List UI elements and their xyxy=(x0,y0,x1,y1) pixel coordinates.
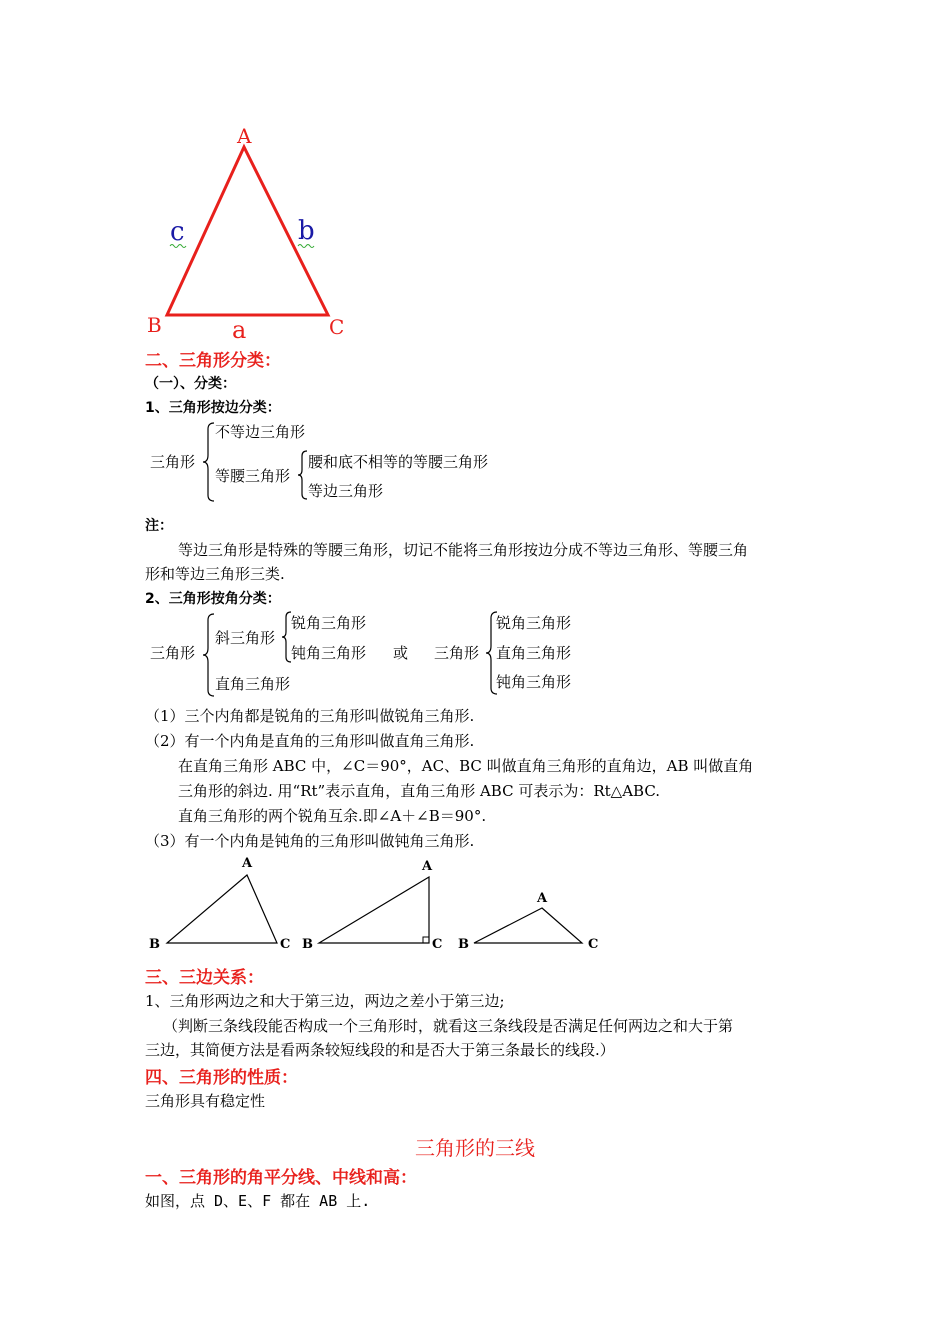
note-label: 注： xyxy=(145,518,173,534)
equilateral-label: 等边三角形 xyxy=(308,482,384,500)
side-b-label: b xyxy=(298,216,315,246)
or-label: 或 xyxy=(393,644,409,662)
classification-subtitle: （一）、分类： xyxy=(145,376,236,392)
right-triangle xyxy=(302,859,442,952)
section3-line1: 1、三角形两边之和大于第三边，两边之差小于第三边; xyxy=(145,992,505,1010)
small-triangles-figure xyxy=(140,850,620,955)
right-triangle-desc-2: 三角形的斜边. 用“Rt”表示直角，直角三角形 ABC 可表示为：Rt△ABC. xyxy=(178,782,661,800)
right-triangle-desc-3: 直角三角形的两个锐角互余.即∠A＋∠B＝90°. xyxy=(178,807,487,825)
by-angle-heading: 2、三角形按角分类： xyxy=(145,591,281,607)
r-acute-label: 锐角三角形 xyxy=(496,614,572,632)
isosceles-label: 等腰三角形 xyxy=(215,467,291,485)
right-triangle-desc-1: 在直角三角形 ABC 中，∠C＝90°，AC、BC 叫做直角三角形的直角边，AB 叫做直角 xyxy=(178,757,754,775)
obtuse-label: 钝角三角形 xyxy=(291,644,367,662)
by-side-brace xyxy=(202,421,216,503)
vertex-c-label: C xyxy=(329,315,345,339)
acute-label: 锐角三角形 xyxy=(291,614,367,632)
by-side-root: 三角形 xyxy=(150,453,196,471)
svg-text:A: A xyxy=(537,891,548,906)
section4-line1: 三角形具有稳定性 xyxy=(145,1092,266,1110)
section2-title: 二、三角形分类： xyxy=(145,351,281,371)
obtuse-triangle xyxy=(458,891,598,952)
by-side-heading: 1、三角形按边分类： xyxy=(145,400,281,416)
acute-triangle xyxy=(149,856,290,952)
big-triangle-figure xyxy=(140,120,360,345)
r-obtuse-label: 钝角三角形 xyxy=(496,673,572,691)
section3-line2: （判断三条线段能否构成一个三角形时，就看这三条线段是否满足任何两边之和大于第 xyxy=(163,1017,734,1035)
section5-line1: 如图，点 D、E、F 都在 AB 上. xyxy=(145,1192,371,1210)
by-angle-brace-left xyxy=(202,612,216,698)
side-a-label: a xyxy=(232,316,247,344)
svg-text:C: C xyxy=(280,937,291,952)
svg-text:C: C xyxy=(588,937,599,952)
by-angle-root-right: 三角形 xyxy=(434,644,480,662)
def-obtuse: （3）有一个内角是钝角的三角形叫做钝角三角形. xyxy=(145,832,475,850)
def-right: （2）有一个内角是直角的三角形叫做直角三角形. xyxy=(145,732,475,750)
svg-text:B: B xyxy=(458,937,469,952)
section3-line3: 三边，其简便方法是看两条较短线段的和是否大于第三条最长的线段.） xyxy=(145,1041,615,1059)
svg-text:A: A xyxy=(242,856,253,871)
section4-title: 四、三角形的性质： xyxy=(145,1068,298,1088)
note-line2: 形和等边三角形三类. xyxy=(145,565,285,583)
svg-text:A: A xyxy=(422,859,433,874)
svg-text:C: C xyxy=(432,937,443,952)
oblique-label: 斜三角形 xyxy=(215,629,276,647)
right-label: 直角三角形 xyxy=(215,675,291,693)
vertex-b-label: B xyxy=(147,313,162,337)
side-c-label: c xyxy=(170,217,185,247)
r-right-label: 直角三角形 xyxy=(496,644,572,662)
by-angle-root-left: 三角形 xyxy=(150,644,196,662)
svg-text:B: B xyxy=(149,937,160,952)
vertex-a-label: A xyxy=(237,124,252,148)
iso-nonequil-label: 腰和底不相等的等腰三角形 xyxy=(308,453,489,471)
main-title: 三角形的三线 xyxy=(415,1136,535,1160)
section3-title: 三、三边关系： xyxy=(145,968,264,988)
svg-text:B: B xyxy=(302,937,313,952)
section5-title: 一、三角形的角平分线、中线和高： xyxy=(145,1168,417,1188)
note-line1: 等边三角形是特殊的等腰三角形，切记不能将三角形按边分成不等边三角形、等腰三角 xyxy=(178,541,749,559)
def-acute: （1）三个内角都是锐角的三角形叫做锐角三角形. xyxy=(145,707,475,725)
scalene-label: 不等边三角形 xyxy=(215,423,306,441)
